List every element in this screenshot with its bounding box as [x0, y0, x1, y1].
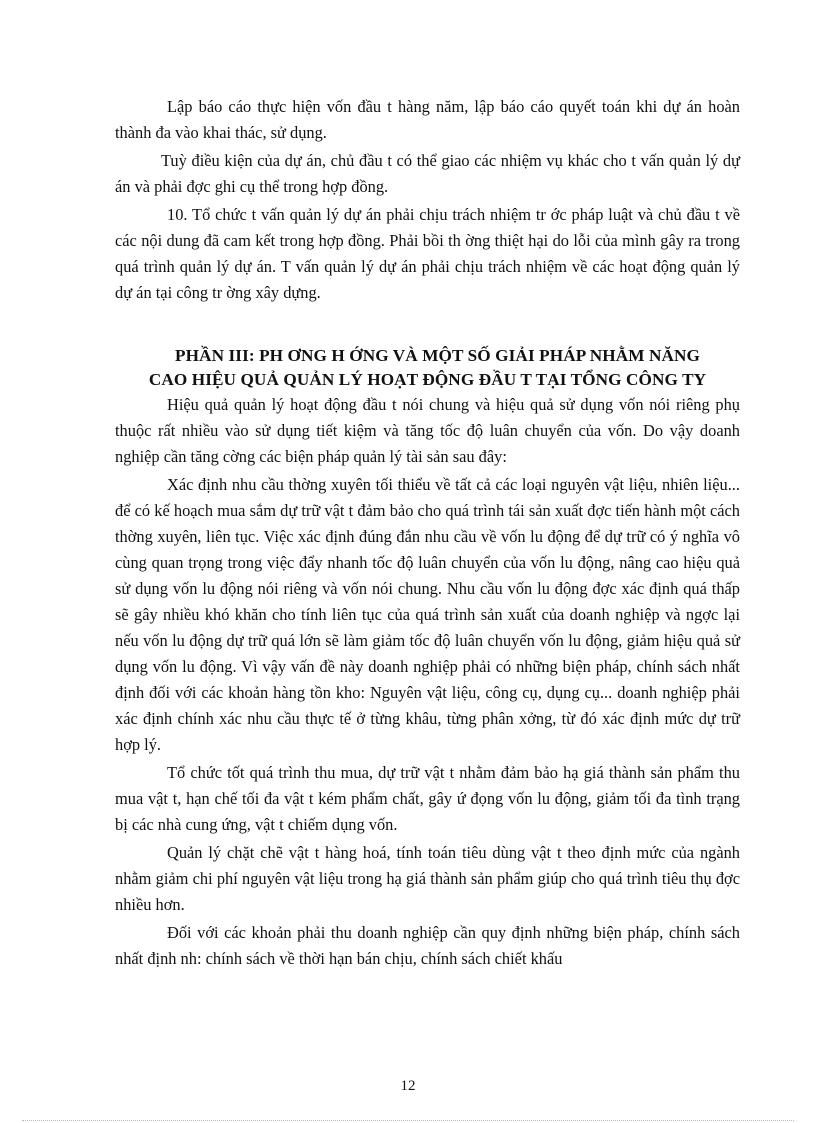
- section-heading: [115, 344, 740, 392]
- paragraph-inventory-needs: Xác định nhu cầu thờng xuyên tối thiểu về tất cả các loại nguyên vật liệu, nhiên liệu... để có kế hoạch mua sắm dự trữ vật t đảm bảo cho quá trình tái sản xuất đợc tiến hành một cách thờng xuyên, liên tục. Việc xác định đúng đắn nhu cầu về vốn lu động để dự trữ có ý nghĩa vô cùng quan trọng trong việc đẩy nhanh tốc độ luân chuyển của vốn lu động, nâng cao hiệu quả sử dụng vốn lu động nói riêng và vốn nói chung. Nhu cầu vốn lu động đợc xác định quá thấp sẽ gây nhiều khó khăn cho tính liên tục của quá trình sản xuất của doanh nghiệp và ngợc lại nếu vốn lu động dự trữ quá lớn sẽ làm giảm tốc độ luân chuyển vốn lu động, giảm hiệu quả sử dụng vốn lu động. Vì vậy vấn đề này doanh nghiệp phải có những biện pháp, chính sách nhất định đối với các khoản hàng tồn kho: Nguyên vật liệu, công cụ, dụng cụ... doanh nghiệp phải xác định chính xác nhu cầu thực tế ở từng khâu, từng phân xởng, từ đó xác định mức dự trữ hợp lý.: [115, 475, 740, 754]
- paragraph-purchasing: Tổ chức tốt quá trình thu mua, dự trữ vật t nhằm đảm bảo hạ giá thành sản phẩm thu mua vật t, hạn chế tối đa vật t kém phẩm chất, gây ứ đọng vốn lu động, giảm tối đa tình trạng bị các nhà cung ứng, vật t chiếm dụng vốn.: [115, 763, 740, 834]
- page-content: [115, 94, 740, 974]
- paragraph-item-10: 10. Tổ chức t vấn quản lý dự án phải chịu trách nhiệm tr ớc pháp luật và chủ đầu t về các nội dung đã cam kết trong hợp đồng. Phải bồi th ờng thiệt hại do lỗi của mình gây ra trong quá trình quản lý dự án. T vấn quản lý dự án phải chịu trách nhiệm về các hoạt động quản lý dự án tại công tr ờng xây dựng.: [115, 205, 740, 302]
- page-number: 12: [400, 1078, 416, 1094]
- paragraph-receivables: Đối với các khoản phải thu doanh nghiệp cần quy định những biện pháp, chính sách nhất định nh: chính sách về thời hạn bán chịu, chính sách chiết khấu: [115, 923, 740, 968]
- paragraph-report: Lập báo cáo thực hiện vốn đầu t hàng năm, lập báo cáo quyết toán khi dự án hoàn thành đa vào khai thác, sử dụng.: [115, 97, 740, 142]
- section-heading-line-2: CAO HIỆU QUẢ QUẢN LÝ HOẠT ĐỘNG ĐẦU T TẠI TỔNG CÔNG TY: [148, 370, 707, 389]
- footer-divider: [22, 1120, 794, 1121]
- section-heading-line-1: PHẦN III: PH ƠNG H ỚNG VÀ MỘT SỐ GIẢI PHÁP NHẰM NĂNG: [175, 346, 700, 365]
- paragraph-conditions: Tuỳ điều kiện của dự án, chủ đầu t có thể giao các nhiệm vụ khác cho t vấn quản lý dự án và phải đợc ghi cụ thể trong hợp đồng.: [115, 151, 740, 196]
- paragraph-goods-management: Quản lý chặt chẽ vật t hàng hoá, tính toán tiêu dùng vật t theo định mức của ngành nhằm giảm chi phí nguyên vật liệu trong hạ giá thành sản phẩm giúp cho quá trình tiêu thụ đợc nhiều hơn.: [115, 843, 740, 914]
- paragraph-efficiency: Hiệu quả quản lý hoạt động đầu t nói chung và hiệu quả sử dụng vốn nói riêng phụ thuộc rất nhiều vào sử dụng tiết kiệm và tăng tốc độ luân chuyển của vốn. Do vậy doanh nghiệp cần tăng cờng các biện pháp quản lý tài sản sau đây:: [115, 395, 740, 466]
